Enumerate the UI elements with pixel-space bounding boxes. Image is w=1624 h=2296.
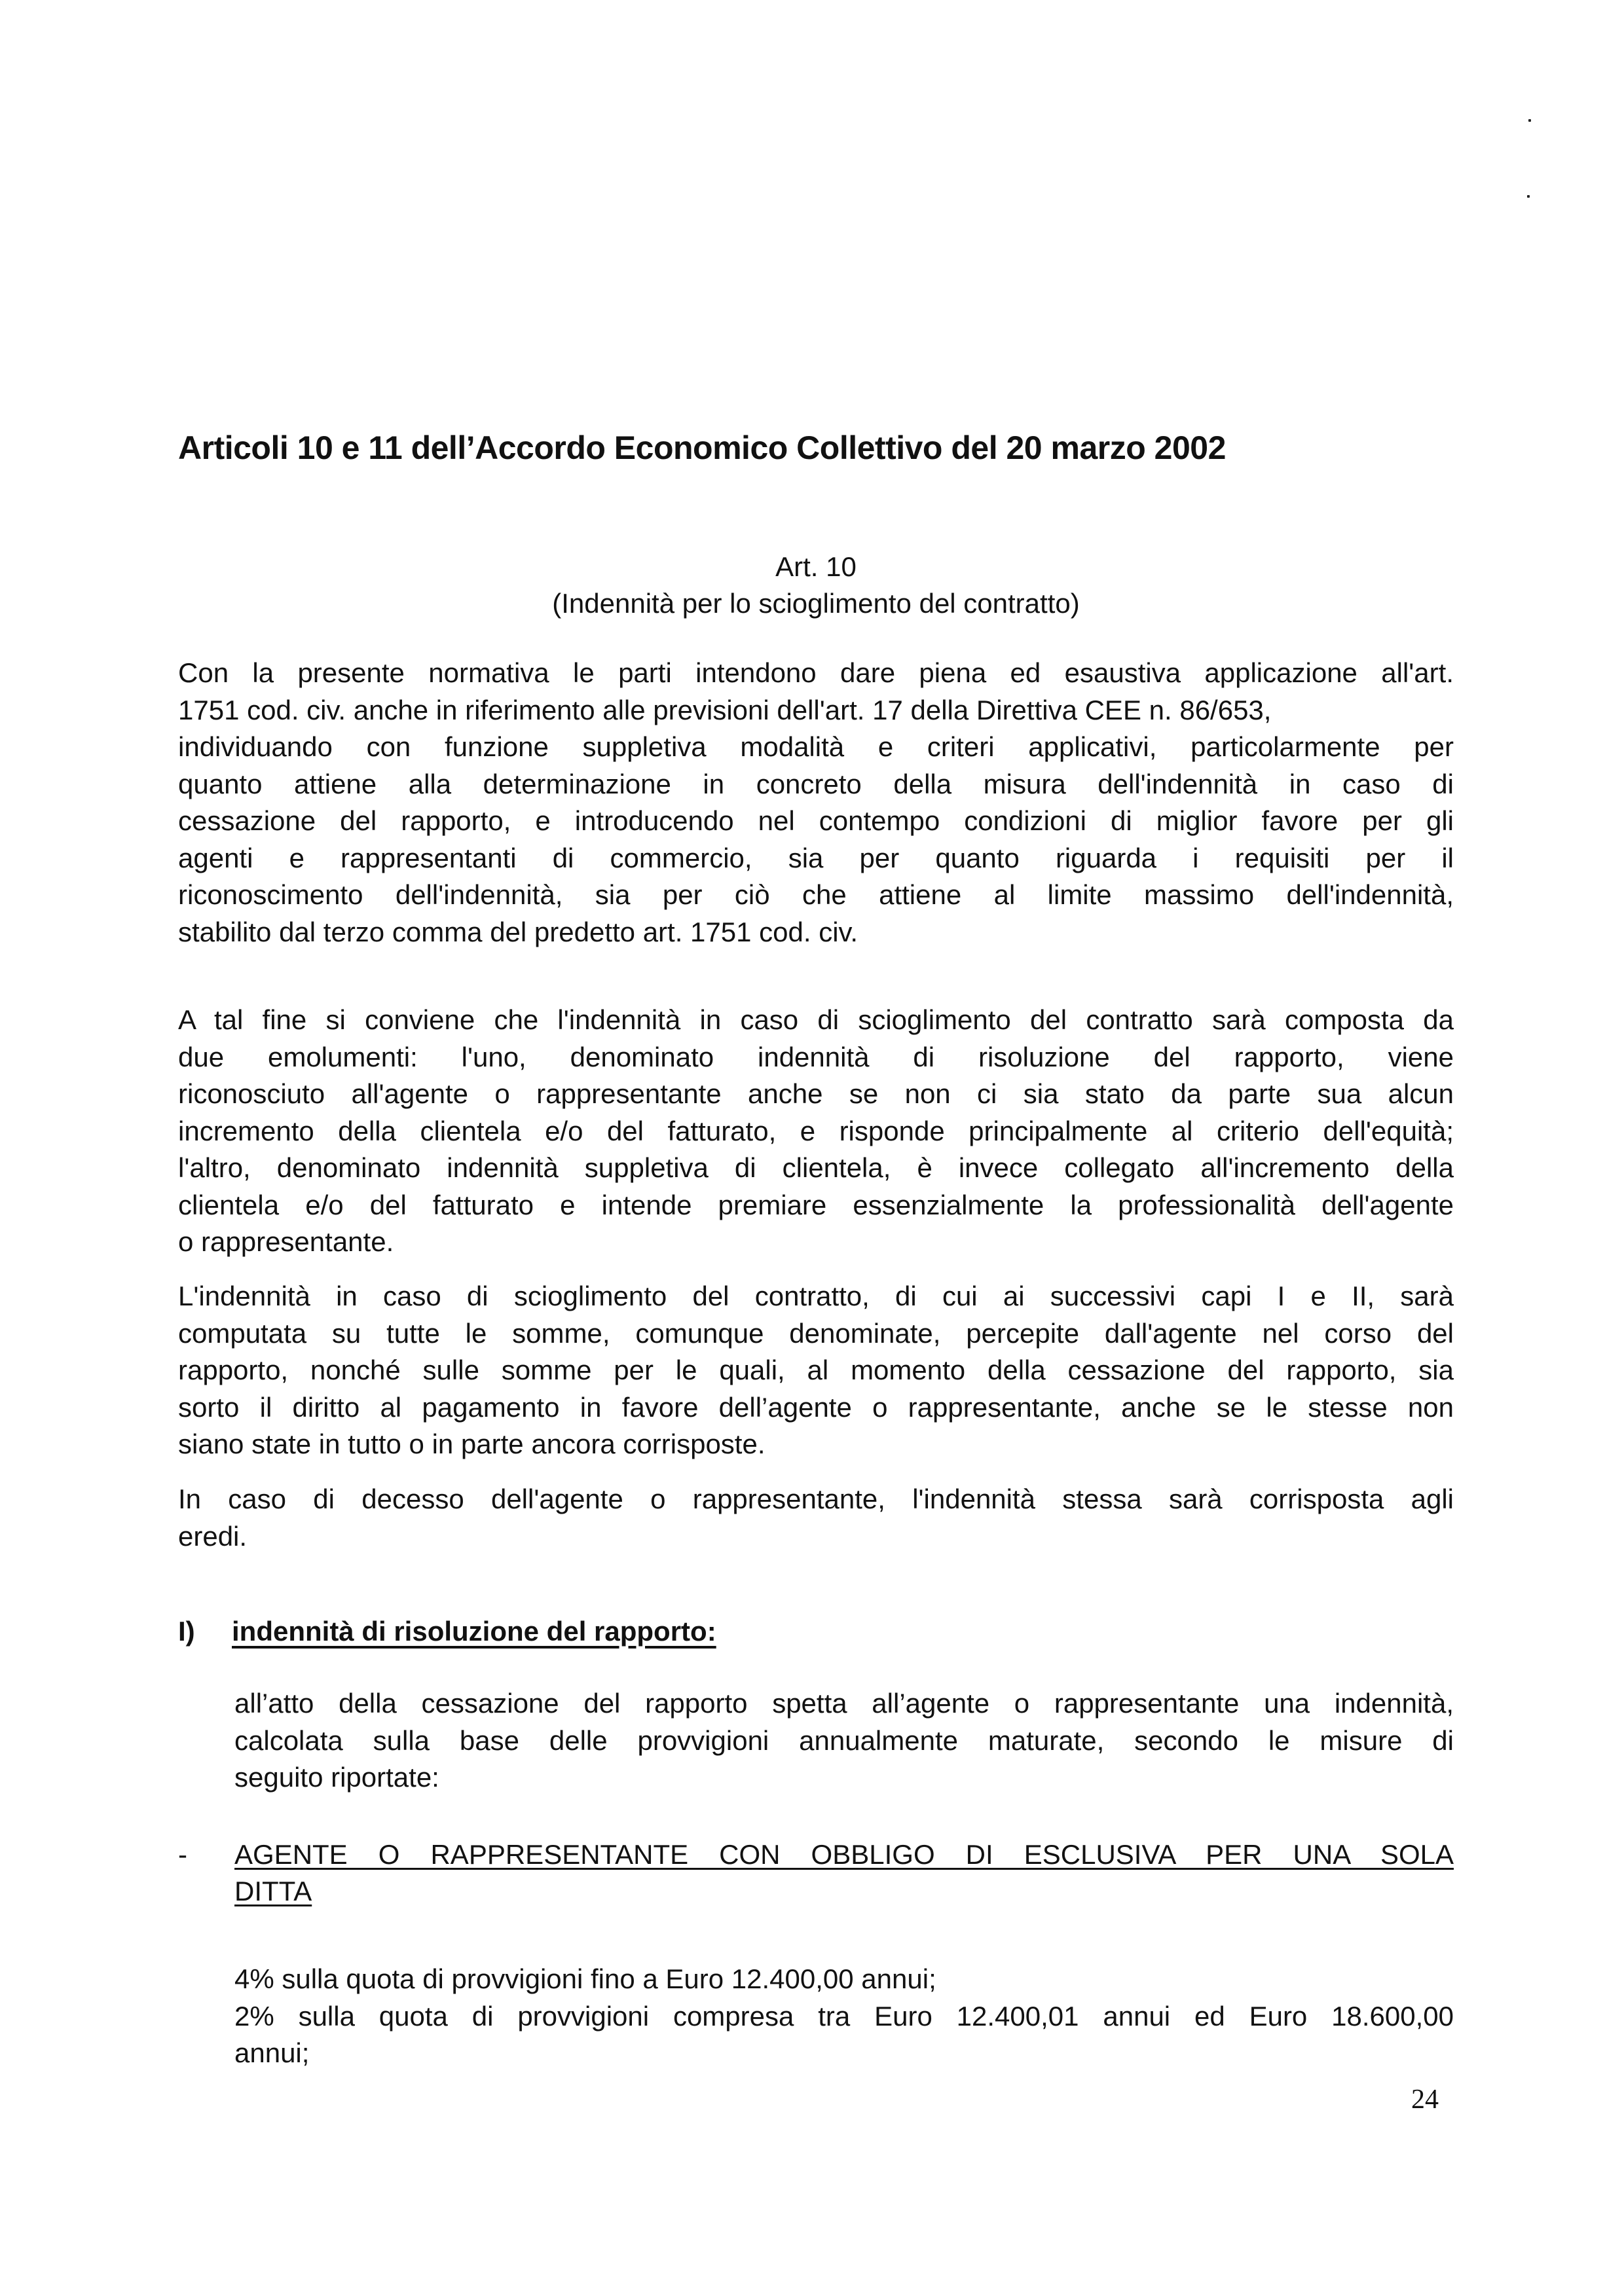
article-number: Art. 10 [775,551,857,582]
rate-line: 4% sulla quota di provvigioni fino a Euro 12.400,00 annui; [234,1963,936,1994]
text-line: individuando con funzione suppletiva modalità e criteri applicativi, particolarmente per [178,731,1454,762]
text-line: calcolata sulla base delle provvigioni annualmente maturate, secondo le misure di [234,1724,1454,1756]
text-line: incremento della clientela e/o del fatturato, e risponde principalmente al criterio dell'equità; [178,1115,1454,1146]
article-heading [178,549,1454,622]
text-line: eredi. [178,1520,248,1552]
text-line: sorto il diritto al pagamento in favore dell’agente o rappresentante, anche se le stesse non [178,1391,1454,1423]
text-line: In caso di decesso dell'agente o rappresentante, l'indennità stessa sarà corrisposta agli [178,1484,1454,1514]
text-line: l'altro, denominato indennità suppletiva di clientela, è invece collegato all'incremento della [178,1152,1454,1183]
text-line: 1751 cod. civ. anche in riferimento alle previsioni dell'art. 17 della Direttiva CEE n. 86/653, [178,694,1272,725]
document-title: Articoli 10 e 11 dell’Accordo Economico Collettivo del 20 marzo 2002 [178,429,1226,466]
scan-speck [1528,119,1531,122]
paragraph-3 [178,1278,1454,1463]
paragraph-4 [178,1481,1454,1555]
text-line: rapporto, nonché sulle somme per le quali, al momento della cessazione del rapporto, sia [178,1355,1454,1385]
text-line: DITTA [234,1876,312,1906]
text-line: L'indennità in caso di scioglimento del contratto, di cui ai successivi capi I e II, sarà [178,1281,1454,1311]
paragraph-1 [178,655,1454,951]
text-line: clientela e/o del fatturato e intende premiare essenzialmente la professionalità dell'agente [178,1189,1454,1220]
section-heading [178,1616,716,1647]
text-line: cessazione del rapporto, e introducendo nel contempo condizioni di miglior favore per gli [178,805,1454,836]
list-dash: - [178,1839,187,1870]
rates-list [234,1961,1454,2072]
section-intro [234,1685,1454,1796]
text-line: stabilito dal terzo comma del predetto art. 1751 cod. civ. [178,916,858,947]
text-line: due emolumenti: l'uno, denominato indennità di risoluzione del rapporto, viene [178,1041,1454,1072]
scan-speck [1527,195,1530,198]
text-line: o rappresentante. [178,1226,394,1257]
text-line: agenti e rappresentanti di commercio, sia per quanto riguarda i requisiti per il [178,842,1454,873]
text-line: computata su tutte le somme, comunque denominate, percepite dall'agente nel corso del [178,1317,1454,1349]
text-line: quanto attiene alla determinazione in concreto della misura dell'indennità in caso di [178,768,1454,799]
category-title [234,1836,1454,1910]
text-line: riconoscimento dell'indennità, sia per ciò che attiene al limite massimo dell'indennità, [178,879,1454,910]
paragraph-2 [178,1002,1454,1261]
section-title: indennità di risoluzione del rapporto: [232,1616,716,1647]
text-line: siano state in tutto o in parte ancora corrisposte. [178,1429,766,1459]
article-subtitle: (Indennità per lo scioglimento del contratto) [552,588,1080,619]
rate-line: annui; [234,2037,310,2068]
text-line: seguito riportate: [234,1762,439,1793]
text-line: AGENTE O RAPPRESENTANTE CON OBBLIGO DI ESCLUSIVA PER UNA SOLA [234,1839,1454,1870]
text-line: A tal fine si conviene che l'indennità in caso di scioglimento del contratto sarà composta da [178,1004,1454,1035]
text-line: riconosciuto all'agente o rappresentante anche se non ci sia stato da parte sua alcun [178,1078,1454,1109]
page-number: 24 [1411,2085,1439,2115]
text-line: all’atto della cessazione del rapporto spetta all’agente o rappresentante una indennità, [234,1688,1454,1719]
section-number: I) [178,1616,195,1647]
rate-line: 2% sulla quota di provvigioni compresa tra Euro 12.400,01 annui ed Euro 18.600,00 [234,2000,1454,2032]
text-line: Con la presente normativa le parti intendono dare piena ed esaustiva applicazione all'art. [178,657,1454,688]
